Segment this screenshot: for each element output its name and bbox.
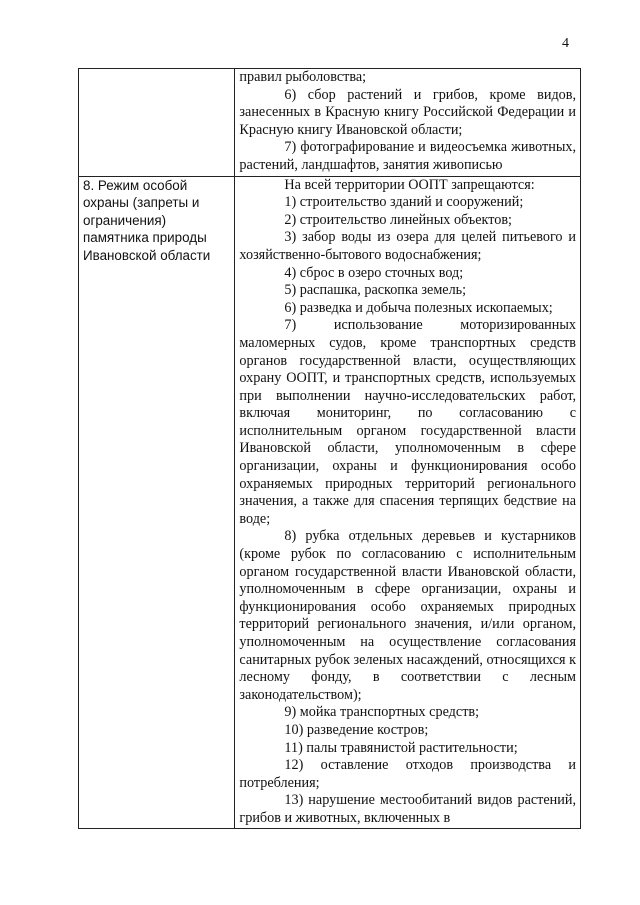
list-item: 2) строительство линейных объектов; (284, 211, 512, 228)
list-item: 1) строительство зданий и сооружений; (284, 194, 524, 211)
table-row (79, 69, 581, 177)
table-row (79, 176, 581, 828)
list-item: 6) сбор растений и грибов, кроме видов, занесенных в Красную книгу Российской Федерации и Красную книгу Ивановской области; (239, 86, 576, 138)
list-item: 4) сброс в озеро сточных вод; (284, 264, 464, 281)
list-item: 13) нарушение местообитаний видов растений, грибов и животных, включенных в (239, 792, 576, 826)
list-item: 3) забор воды из озера для целей питьевого и хозяйственно-бытового водоснабжения; (239, 229, 576, 263)
list-item: правил рыболовства; (239, 69, 367, 85)
row-content-cell (235, 69, 581, 177)
list-item: 6) разведка и добыча полезных ископаемых; (284, 299, 553, 316)
regulation-table (78, 68, 581, 829)
list-item: 9) мойка транспортных средств; (284, 704, 480, 721)
list-item: 7) фотографирование и видеосъемка животных, растений, ландшафтов, занятия живописью (239, 139, 576, 173)
list-item: 8) рубка отдельных деревьев и кустарников (кроме рубок по согласованию с исполнительным органом государственной власти Ивановской области, уполномоченным в сфере организации, охраны и функционирования особо охраняемых природных территорий регионального значения, и/или органом, уполномоченным на осуществление согласования санитарных рубок зеленых насаждений, относящихся к лесному фонду, в соответствии с лесным законодательством); (239, 528, 576, 703)
list-item: На всей территории ООПТ запрещаются: (284, 176, 535, 193)
row-heading-cell (79, 69, 235, 177)
list-item: 5) распашка, раскопка земель; (284, 282, 467, 299)
row-content-cell (235, 176, 581, 828)
row-heading-cell: 8. Режим особой охраны (запреты и ограничения) памятника природы Ивановской области (79, 176, 235, 828)
list-item: 7) использование моторизированных маломерных судов, кроме транспортных средств органов государственной власти, осуществляющих охрану ООПТ, и транспортных средств, используемых при выполнении научно-исследовательских работ, включая мониторинг, по согласованию с исполнительным органом государственной власти Ивановской области, уполномоченным в сфере организации, охраны и функционирования особо охраняемых природных территорий регионального значения, а также для спасения терпящих бедствие на воде; (239, 317, 576, 527)
list-item: 10) разведение костров; (284, 721, 429, 738)
page-number: 4 (562, 36, 569, 51)
list-item: 12) оставление отходов производства и потребления; (239, 757, 576, 791)
list-item: 11) палы травянистой растительности; (284, 739, 518, 756)
